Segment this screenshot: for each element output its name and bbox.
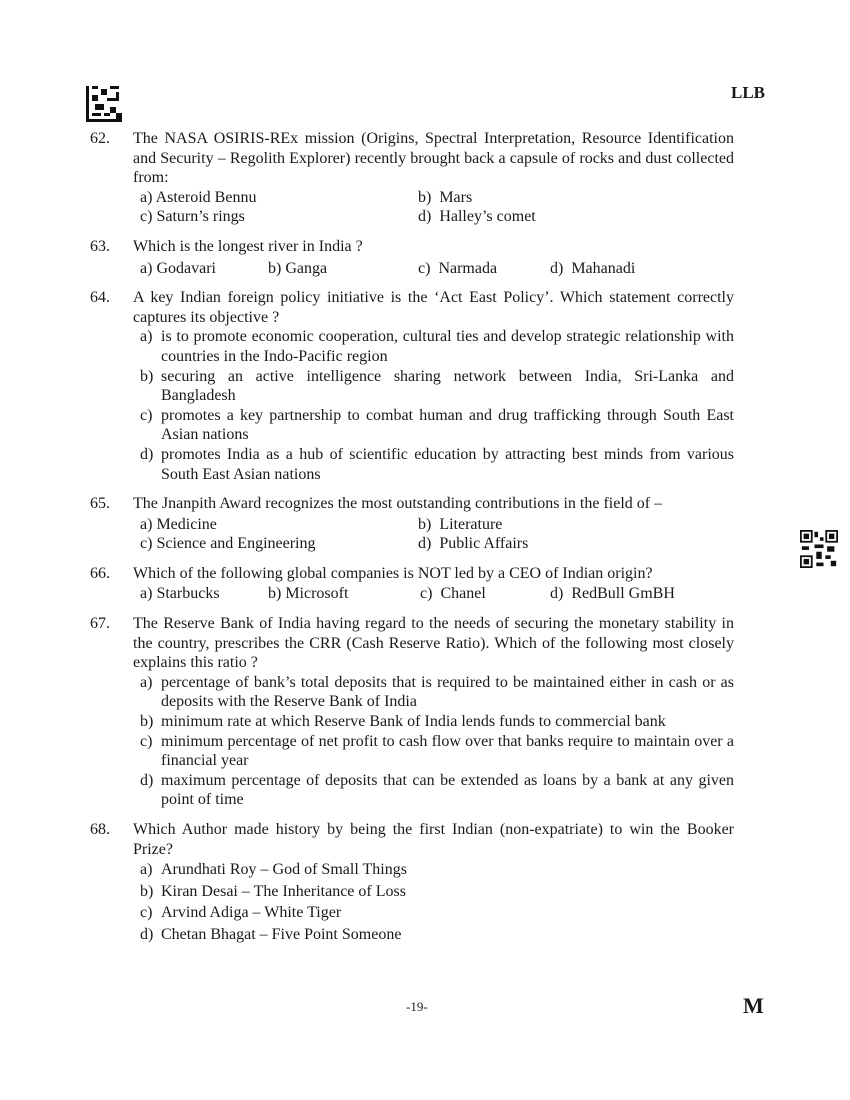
option-d[interactable]: d) Halley’s comet: [418, 208, 536, 226]
option-d[interactable]: d) maximum percentage of deposits that can be extended as loans by a bank at any given point of time: [140, 771, 734, 809]
question-number: 66.: [90, 564, 110, 582]
question-68: [90, 820, 734, 945]
question-text: The NASA OSIRIS-REx mission (Origins, Spectral Interpretation, Resource Identification and Security – Regolith Explorer) recently brought back a capsule of rocks and dust collected from:: [133, 130, 734, 187]
option-row: [90, 207, 734, 227]
option-a[interactable]: a) Godavari: [140, 259, 216, 277]
option-row: [90, 515, 734, 535]
option-b[interactable]: b) Mars: [418, 188, 473, 206]
option-row: [90, 259, 734, 279]
question-63: [90, 237, 734, 278]
option-d[interactable]: d) promotes India as a hub of scientific education by attracting best minds from various South East Asian nations: [140, 445, 734, 483]
question-text: Which Author made history by being the first Indian (non-expatriate) to win the Booker Prize?: [133, 821, 734, 858]
paper-code: LLB: [731, 83, 766, 102]
option-a[interactable]: a) Arundhati Roy – God of Small Things: [140, 861, 407, 879]
question-text: The Reserve Bank of India having regard to the needs of securing the monetary stability in the country, prescribes the CRR (Cash Reserve Ratio). Which of the following most closely explains this ratio ?: [133, 615, 734, 672]
option-a[interactable]: a) Starbucks: [140, 585, 220, 603]
option-b[interactable]: b) Literature: [418, 515, 503, 533]
option-a[interactable]: a) percentage of bank’s total deposits that is required to be maintained either in cash or as deposits with the Reserve Bank of India: [140, 673, 734, 711]
option-c[interactable]: c) promotes a key partnership to combat human and drug trafficking through South East Asian nations: [140, 406, 734, 444]
question-number: 67.: [90, 615, 110, 633]
option-row: [90, 188, 734, 208]
option-c[interactable]: c) Chanel: [420, 585, 486, 603]
option-c[interactable]: c) Saturn’s rings: [140, 208, 245, 226]
question-62: [90, 129, 734, 227]
option-c[interactable]: c) Arvind Adiga – White Tiger: [140, 904, 342, 922]
option-a[interactable]: a) Asteroid Bennu: [140, 188, 257, 206]
question-number: 63.: [90, 237, 110, 255]
question-number: 68.: [90, 821, 110, 838]
option-b[interactable]: b) securing an active intelligence sharing network between India, Sri-Lanka and Bangladesh: [140, 367, 734, 405]
option-d[interactable]: d) Chetan Bhagat – Five Point Someone: [140, 925, 402, 943]
question-text: Which is the longest river in India ?: [133, 237, 363, 255]
question-66: [90, 564, 734, 604]
question-67: [90, 614, 734, 810]
question-list: [90, 129, 734, 955]
datamatrix-code-icon: [86, 86, 122, 122]
option-b[interactable]: b) Kiran Desai – The Inheritance of Loss: [140, 882, 406, 900]
option-c[interactable]: c) minimum percentage of net profit to cash flow over that banks require to maintain over a financial year: [140, 732, 734, 770]
option-b[interactable]: b) minimum rate at which Reserve Bank of India lends funds to commercial bank: [140, 713, 666, 731]
option-d[interactable]: d) RedBull GmBH: [550, 585, 675, 603]
question-text: A key Indian foreign policy initiative is the ‘Act East Policy’. Which statement correctly captures its objective ?: [133, 289, 734, 326]
page-number: -19-: [406, 999, 428, 1014]
option-b[interactable]: b) Ganga: [268, 259, 328, 277]
series-letter: M: [743, 993, 764, 1018]
question-64: [90, 288, 734, 484]
question-number: 62.: [90, 130, 110, 147]
option-b[interactable]: b) Microsoft: [268, 585, 349, 603]
option-a[interactable]: a) Medicine: [140, 515, 217, 533]
question-65: [90, 494, 734, 554]
option-c[interactable]: c) Narmada: [418, 259, 498, 277]
option-d[interactable]: d) Public Affairs: [418, 535, 529, 553]
option-a[interactable]: a) is to promote economic cooperation, cultural ties and develop strategic relationship with countries in the Indo-Pacific region: [140, 328, 734, 365]
option-row: [90, 584, 734, 604]
qr-code-icon: [800, 530, 838, 568]
question-text: The Jnanpith Award recognizes the most outstanding contributions in the field of –: [133, 495, 663, 513]
option-row: [90, 534, 734, 554]
option-d[interactable]: d) Mahanadi: [550, 259, 636, 277]
question-number: 64.: [90, 289, 110, 307]
question-number: 65.: [90, 495, 110, 513]
option-c[interactable]: c) Science and Engineering: [140, 535, 316, 553]
question-text: Which of the following global companies is NOT led by a CEO of Indian origin?: [133, 564, 653, 582]
